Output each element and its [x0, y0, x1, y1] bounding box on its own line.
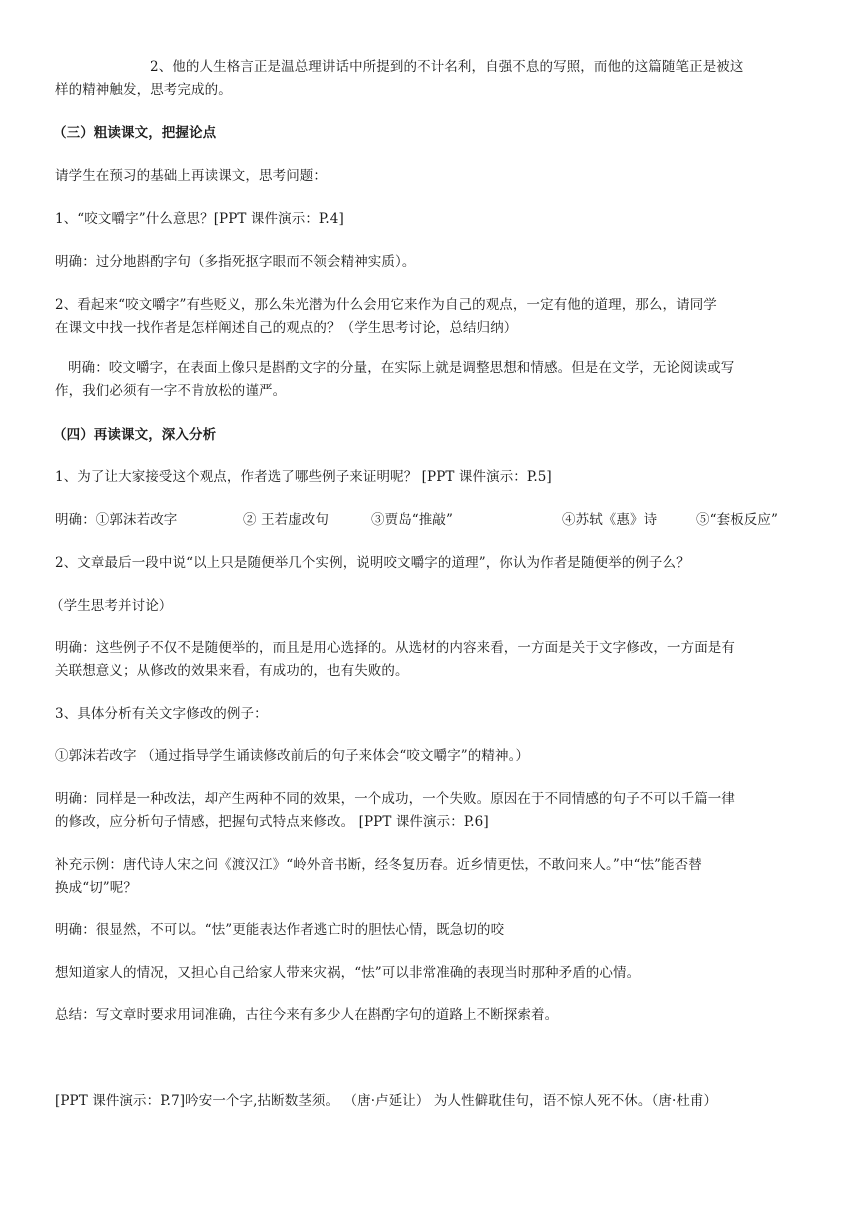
question-line: 2、看起来“咬文嚼字”有些贬义，那么朱光潜为什么会用它来作为自己的观点，一定有他的道理，那么，请同学: [55, 297, 717, 313]
examples-row: [55, 511, 807, 529]
answer-line: 明确：这些例子不仅不是随便举的，而且是用心选择的。从选材的内容来看，一方面是关于文字修改，一方面是有: [55, 640, 735, 656]
summary: 总结：写文章时要求用词准确，古往今来有多少人在斟酌字句的道路上不断探索着。: [55, 1007, 559, 1023]
ppt-quote: [PPT 课件演示：P.7]吟安一个字,拈断数茎须。 （唐·卢延让） 为人性僻耽佳句，语不惊人死不休。（唐·杜甫）: [55, 1093, 718, 1109]
section-heading: （三）粗读课文，把握论点: [53, 125, 217, 141]
answer: 想知道家人的情况，又担心自己给家人带来灾祸，“怯”可以非常准确的表现当时那种矛盾的心情。: [55, 965, 641, 981]
answer: 明确：很显然，不可以。“怯”更能表达作者逃亡时的胆怯心情，既急切的咬: [55, 922, 505, 938]
paragraph: 请学生在预习的基础上再读课文，思考问题：: [55, 168, 327, 184]
supplement-line: 换成“切”呢？: [55, 880, 138, 896]
example: ①郭沫若改字 （通过指导学生诵读修改前后的句子来体会“咬文嚼字”的精神。）: [55, 748, 530, 764]
question: 2、文章最后一段中说“以上只是随便举几个实例，说明咬文嚼字的道理”，你认为作者是随便举的例子么？: [55, 555, 690, 571]
question: 3、具体分析有关文字修改的例子：: [55, 706, 268, 722]
example-item: ⑤“套板反应”: [696, 512, 779, 528]
note: （学生思考并讨论）: [50, 598, 173, 614]
example-item: ③贾岛“推敲”: [371, 512, 454, 528]
example-label: 明确：①郭沫若改字: [55, 512, 178, 528]
question: 1、“咬文嚼字”什么意思？[PPT 课件演示：P.4]: [55, 211, 344, 227]
answer-line: 明确：同样是一种改法，却产生两种不同的效果，一个成功，一个失败。原因在于不同情感的句子不可以千篇一律: [55, 791, 735, 807]
answer-line: 的修改，应分析句子情感，把握句式特点来修改。 [PPT 课件演示：P.6]: [55, 814, 489, 830]
example-item: ② 王若虚改句: [243, 512, 329, 528]
answer-line: 关联想意义；从修改的效果来看，有成功的，也有失败的。: [55, 663, 409, 679]
question: 1、为了让大家接受这个观点，作者选了哪些例子来证明呢？ [PPT 课件演示：P.5]: [55, 469, 552, 485]
answer: 明确：过分地斟酌字句（多指死抠字眼而不领会精神实质）。: [55, 254, 416, 270]
answer-line: 明确：咬文嚼字，在表面上像只是斟酌文字的分量，在实际上就是调整思想和情感。但是在文学，无论阅读或写: [68, 360, 735, 376]
answer-line: 作，我们必须有一字不肯放松的谨严。: [55, 383, 287, 399]
section-heading: （四）再读课文，深入分析: [53, 427, 217, 443]
paragraph-line: 2、他的人生格言正是温总理讲话中所提到的不计名利，自强不息的写照，而他的这篇随笔正是被这: [150, 59, 744, 75]
paragraph-line: 样的精神触发，思考完成的。: [55, 82, 232, 98]
supplement-line: 补充示例：唐代诗人宋之问《渡汉江》“岭外音书断，经冬复历春。近乡情更怯，不敢问来人。”中“怯”能否替: [55, 857, 702, 873]
question-line: 在课文中找一找作者是怎样阐述自己的观点的？（学生思考讨论，总结归纳）: [55, 320, 518, 336]
example-item: ④苏轼《惠》诗: [562, 512, 658, 528]
